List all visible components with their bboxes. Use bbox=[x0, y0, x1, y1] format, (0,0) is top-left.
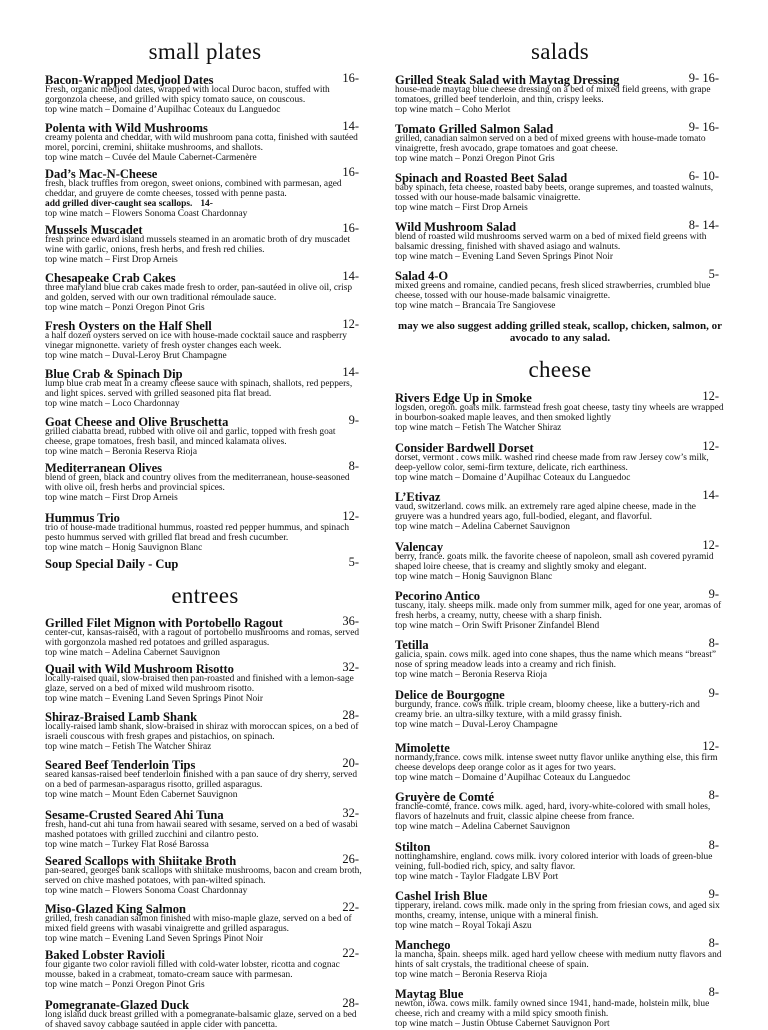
menu-item-description: seared kansas-raised beef tenderloin finished with a pan sauce of dry sherry, served on a bed of parmesan-asparagus risotto, grilled asparagus. bbox=[45, 770, 358, 790]
menu-item-description: creamy polenta and cheddar, with wild mushroom pana cotta, finished with sautéed morel, porcini, cremini, shiitake mushrooms, and shallots. bbox=[45, 133, 358, 153]
menu-item-name: Blue Crab & Spinach Dip bbox=[45, 367, 183, 381]
menu-item bbox=[395, 838, 725, 882]
menu-item-wine-match: top wine match – Mount Eden Cabernet Sauvignon bbox=[45, 790, 238, 800]
menu-item-header bbox=[395, 538, 725, 552]
menu-item-addon bbox=[45, 199, 365, 209]
menu-item bbox=[45, 660, 365, 704]
menu-item-name: Mediterranean Olives bbox=[45, 461, 162, 475]
menu-item-name: Fresh Oysters on the Half Shell bbox=[45, 319, 212, 333]
menu-item-description: fresh prince edward island mussels steamed in an aromatic broth of dry muscadet wine with garlic, onions, fresh herbs, and fresh red chilies. bbox=[45, 235, 351, 255]
menu-item-header bbox=[395, 169, 725, 183]
menu-item-price: 8- bbox=[708, 985, 719, 999]
menu-item-name: Rivers Edge Up in Smoke bbox=[395, 391, 532, 405]
menu-item bbox=[45, 459, 365, 503]
menu-item-name: Chesapeake Crab Cakes bbox=[45, 271, 176, 285]
menu-item-description: a half dozen oysters served on ice with house-made cocktail sauce and raspberry vinegar mignonette. variety of fresh oyster changes each week. bbox=[45, 331, 347, 351]
menu-item-header bbox=[395, 985, 725, 999]
menu-item-name: L’Etivaz bbox=[395, 490, 441, 504]
menu-item-price: 9- bbox=[708, 887, 719, 901]
salad-addon-note: may we also suggest adding grilled steak, scallop, chicken, salmon, or avocado to any salad. bbox=[398, 320, 722, 344]
menu-item bbox=[395, 120, 725, 164]
salads-heading: salads bbox=[530, 39, 589, 64]
menu-item-wine-match: top wine match – Ponzi Oregon Pinot Gris bbox=[395, 154, 555, 164]
menu-item-price: 32- bbox=[342, 806, 359, 820]
menu-item-header bbox=[45, 365, 365, 379]
menu-item bbox=[395, 636, 725, 680]
menu-item-name: Baked Lobster Ravioli bbox=[45, 948, 165, 962]
menu-item-wine-match: top wine match – Domaine d’Aupilhac Coteaux du Languedoc bbox=[45, 105, 281, 115]
menu-item-description: blend of green, black and country olives from the mediterranean, house-seasoned with olive oil, fresh herbs and provincial spices. bbox=[45, 473, 350, 493]
menu-item bbox=[395, 538, 725, 582]
menu-item-wine-match: top wine match – Royal Tokaji Aszu bbox=[395, 921, 532, 931]
menu-item-price: 9- 16- bbox=[688, 120, 719, 134]
menu-item-header bbox=[395, 267, 725, 281]
menu-item-description: tuscany, italy. sheeps milk. made only from summer milk, aged for one year, aromas of fresh herbs, a creamy, nutty, cheese with a sharp finish. bbox=[395, 601, 722, 621]
menu-item-header bbox=[45, 614, 365, 628]
menu-item bbox=[395, 169, 725, 213]
menu-item-description: long island duck breast grilled with a pomegranate-balsamic glaze, served on a bed of shaved savoy cabbage sautéed in apple cider with pancetta. bbox=[45, 1010, 357, 1030]
menu-item-header bbox=[395, 587, 725, 601]
menu-item bbox=[45, 509, 365, 553]
menu-item-header bbox=[45, 660, 365, 674]
menu-item-header bbox=[45, 946, 365, 960]
menu-item-wine-match: top wine match – Evening Land Seven Springs Pinot Noir bbox=[395, 252, 613, 262]
menu-item-wine-match: top wine match – Beronia Reserva Rioja bbox=[395, 970, 548, 980]
menu-item-name: Sesame-Crusted Seared Ahi Tuna bbox=[45, 808, 224, 822]
menu-item bbox=[395, 985, 725, 1029]
menu-item-name: Grilled Steak Salad with Maytag Dressing bbox=[395, 73, 620, 87]
menu-item-description: newton, iowa. cows milk. family owned since 1941, hand-made, holstein milk, blue cheese, rich and creamy with a mild spicy smooth finish. bbox=[395, 999, 710, 1019]
menu-item-price: 12- bbox=[342, 317, 359, 331]
menu-item-description: pan-seared, georges bank scallops with shiitake mushrooms, bacon and cream broth, served on chive mashed potatoes, with pan-wilted spinach. bbox=[45, 866, 362, 886]
menu-item-wine-match: top wine match – Evening Land Seven Springs Pinot Noir bbox=[45, 694, 263, 704]
menu-item-price: 12- bbox=[702, 538, 719, 552]
menu-item bbox=[395, 439, 725, 483]
menu-item-name: Dad’s Mac-N-Cheese bbox=[45, 167, 158, 181]
menu-item-price: 14- bbox=[342, 119, 359, 133]
menu-item-header bbox=[45, 806, 365, 820]
menu-item-name: Consider Bardwell Dorset bbox=[395, 441, 534, 455]
menu-item-wine-match: top wine match – First Drop Arneis bbox=[395, 203, 528, 213]
menu-item-header bbox=[395, 686, 725, 700]
menu-item-price: 14- bbox=[342, 365, 359, 379]
menu-item-wine-match: top wine match – Ponzi Oregon Pinot Gris bbox=[45, 980, 205, 990]
menu-item-price: 26- bbox=[342, 852, 359, 866]
menu-item-price: 14- bbox=[702, 488, 719, 502]
menu-item bbox=[45, 806, 365, 850]
menu-item-price: 14- bbox=[342, 269, 359, 283]
menu-item-price: 9- bbox=[348, 413, 359, 427]
menu-item-wine-match: top wine match – Ponzi Oregon Pinot Gris bbox=[45, 303, 205, 313]
menu-item-description: four gigante two color ravioli filled with cold-water lobster, ricotta and cognac mousse, baked in a crabmeat, tomato-cream sauce with parmesan. bbox=[45, 960, 340, 980]
menu-item-wine-match: top wine match – Duval-Leroy Champagne bbox=[395, 720, 558, 730]
menu-item-name: Hummus Trio bbox=[45, 511, 120, 525]
menu-item-wine-match: top wine match – Honig Sauvignon Blanc bbox=[395, 572, 553, 582]
menu-item-header bbox=[45, 459, 365, 473]
menu-item bbox=[395, 739, 725, 783]
menu-item-description: Fresh, organic medjool dates, wrapped with local Duroc bacon, stuffed with gorgonzola cheese, and grilled with spicy tomato sauce, on couscous. bbox=[45, 85, 330, 105]
menu-item-description: berry, france. goats milk. the favorite cheese of napoleon, small ash covered pyramid shaped loire cheese, that is creamy and slightly smoky and elegant. bbox=[395, 552, 714, 572]
menu-item bbox=[395, 887, 725, 931]
menu-item-header bbox=[45, 71, 365, 85]
menu-item-wine-match: top wine match – Brancaia Tre Sangiovese bbox=[395, 301, 556, 311]
menu-item-description: grilled ciabatta bread, rubbed with olive oil and garlic, topped with fresh goat cheese, grape tomatoes, fresh basil, and minced kalamata olives. bbox=[45, 427, 336, 447]
menu-item-description: franche-comté, france. cows milk. aged, hard, ivory-white-colored with small holes, flavors of hazelnuts and fruit, classic alpine cheese from france. bbox=[395, 802, 711, 822]
menu-item bbox=[395, 936, 725, 980]
menu-item-price: 9- bbox=[708, 587, 719, 601]
menu-item-wine-match: top wine match – Coho Merlot bbox=[395, 105, 511, 115]
menu-item-header bbox=[395, 936, 725, 950]
menu-item-header bbox=[395, 788, 725, 802]
menu-item-price: 8- bbox=[348, 459, 359, 473]
menu-item-price: 22- bbox=[342, 900, 359, 914]
menu-item-description: mixed greens and romaine, candied pecans, fresh sliced strawberries, crumbled blue cheese, tossed with our house-made balsamic vinaigrette. bbox=[395, 281, 711, 301]
menu-item-name: Mimolette bbox=[395, 741, 450, 755]
menu-item bbox=[45, 708, 365, 752]
menu-item-wine-match: top wine match – Adelina Cabernet Sauvignon bbox=[395, 522, 570, 532]
menu-item-description: galicia, spain. cows milk. aged into cone shapes, thus the name which means “breast” nose of spring meadow leads into a creamy and rich finish. bbox=[395, 650, 716, 670]
menu-item-name: Stilton bbox=[395, 840, 431, 854]
menu-item-price: 12- bbox=[702, 739, 719, 753]
menu-item-price: 16- bbox=[342, 165, 359, 179]
menu-item-header bbox=[395, 218, 725, 232]
menu-item-name: Manchego bbox=[395, 938, 451, 952]
menu-item-wine-match: top wine match – Domaine d’Aupilhac Coteaux du Languedoc bbox=[395, 473, 631, 483]
menu-item-name: Pomegranate-Glazed Duck bbox=[45, 998, 190, 1012]
menu-item-header bbox=[45, 996, 365, 1010]
menu-item-wine-match: top wine match – Domaine d’Aupilhac Coteaux du Languedoc bbox=[395, 773, 631, 783]
menu-item-header bbox=[45, 221, 365, 235]
menu-item-addon-price: 14- bbox=[200, 199, 213, 209]
menu-item-name: Gruyère de Comté bbox=[395, 790, 495, 804]
menu-item-name: Delice de Bourgogne bbox=[395, 688, 505, 702]
menu-item-description: baby spinach, feta cheese, roasted baby beets, orange supremes, and toasted walnuts, tossed with our house-made balsamic vinaigrette. bbox=[395, 183, 714, 203]
menu-item-price: 8- bbox=[708, 838, 719, 852]
menu-item-description: dorset, vermont . cows milk. washed rind cheese made from raw Jersey cow’s milk, deep-yellow color, semi-firm texture, delicate, rich earthiness. bbox=[395, 453, 709, 473]
menu-item-name: Bacon-Wrapped Medjool Dates bbox=[45, 73, 214, 87]
menu-item-wine-match: top wine match – Cuvée del Maule Cabernet-Carmenère bbox=[45, 153, 257, 163]
menu-item-price: 8- 14- bbox=[688, 218, 719, 232]
menu-item-header bbox=[395, 887, 725, 901]
menu-item bbox=[395, 267, 725, 311]
menu-item bbox=[45, 119, 365, 163]
menu-item-name: Wild Mushroom Salad bbox=[395, 220, 517, 234]
menu-item bbox=[45, 996, 365, 1030]
menu-item bbox=[395, 686, 725, 730]
menu-item-header bbox=[45, 756, 365, 770]
menu-item-description: grilled, fresh canadian salmon finished with miso-maple glaze, served on a bed of mixed field greens with wasabi vinaigrette and grilled asparagus. bbox=[45, 914, 352, 934]
menu-item-description: tipperary, ireland. cows milk. made only in the spring from friesian cows, and aged six months, creamy, intense, unique with a mineral finish. bbox=[395, 901, 720, 921]
menu-item bbox=[45, 614, 365, 658]
menu-item-price: 16- bbox=[342, 71, 359, 85]
menu-item-addon-text: add grilled diver-caught sea scallops. bbox=[45, 199, 193, 209]
menu-item-name: Pecorino Antico bbox=[395, 589, 481, 603]
menu-item-name: Mussels Muscadet bbox=[45, 223, 143, 237]
menu-item-header bbox=[45, 165, 365, 179]
menu-item-price: 28- bbox=[342, 996, 359, 1010]
menu-item-header bbox=[45, 269, 365, 283]
menu-item-wine-match: top wine match – First Drop Arneis bbox=[45, 255, 178, 265]
menu-item-wine-match: top wine match – Honig Sauvignon Blanc bbox=[45, 543, 203, 553]
menu-item-price: 12- bbox=[702, 389, 719, 403]
menu-item-name: Grilled Filet Mignon with Portobello Ragout bbox=[45, 616, 283, 630]
menu-item-wine-match: top wine match – Fetish The Watcher Shiraz bbox=[45, 742, 212, 752]
menu-item bbox=[45, 269, 365, 313]
menu-item-header bbox=[45, 555, 365, 569]
menu-item-name: Cashel Irish Blue bbox=[395, 889, 488, 903]
menu-item-wine-match: top wine match – Duval-Leroy Brut Champagne bbox=[45, 351, 227, 361]
menu-item-name: Salad 4-O bbox=[395, 269, 449, 283]
cheese-heading: cheese bbox=[528, 357, 592, 382]
menu-item-description: house-made maytag blue cheese dressing on a bed of mixed field greens, with grape tomatoes, grilled beef tenderloin, and thin, crispy leeks. bbox=[395, 85, 711, 105]
menu-item bbox=[45, 317, 365, 361]
menu-item bbox=[395, 587, 725, 631]
menu-item bbox=[395, 788, 725, 832]
menu-item-name: Shiraz-Braised Lamb Shank bbox=[45, 710, 198, 724]
menu-item-header bbox=[395, 636, 725, 650]
menu-item-wine-match: top wine match – Turkey Flat Rosé Barossa bbox=[45, 840, 209, 850]
menu-item-description: vaud, switzerland. cows milk. an extremely rare aged alpine cheese, made in the gruyere was a hundred years ago, full-bodied, elegant, and flavorful. bbox=[395, 502, 696, 522]
menu-item bbox=[45, 900, 365, 944]
menu-item-header bbox=[45, 852, 365, 866]
small-plates-heading: small plates bbox=[148, 39, 262, 64]
menu-item-name: Goat Cheese and Olive Bruschetta bbox=[45, 415, 229, 429]
menu-item-name: Maytag Blue bbox=[395, 987, 464, 1001]
menu-item-name: Spinach and Roasted Beet Salad bbox=[395, 171, 568, 185]
menu-item-header bbox=[395, 838, 725, 852]
menu-item-header bbox=[45, 900, 365, 914]
menu-item-description: center-cut, kansas-raised, with a ragout of portobello mushrooms and romas, served with gorgonzola mashed red potatoes and grilled asparagus. bbox=[45, 628, 360, 648]
menu-item bbox=[45, 852, 365, 896]
menu-item-header bbox=[395, 120, 725, 134]
menu-item bbox=[395, 488, 725, 532]
menu-item-header bbox=[45, 317, 365, 331]
menu-item-header bbox=[395, 389, 725, 403]
menu-item-wine-match: top wine match – Loco Chardonnay bbox=[45, 399, 180, 409]
menu-item-description: locally-raised lamb shank, slow-braised in shiraz with moroccan spices, on a bed of israeli couscous with fresh grapes and pistachios, on spinach. bbox=[45, 722, 359, 742]
menu-item bbox=[45, 413, 365, 457]
menu-item bbox=[45, 165, 365, 219]
menu-item-description: trio of house-made traditional hummus, roasted red pepper hummus, and spinach pesto hummus served with grilled flat bread and fresh cucumber. bbox=[45, 523, 350, 543]
menu-item bbox=[45, 555, 365, 569]
menu-item-header bbox=[45, 509, 365, 523]
menu-item-description: three maryland blue crab cakes made fresh to order, pan-sautéed in olive oil, crisp and golden, served with our own traditional rémoulade sauce. bbox=[45, 283, 353, 303]
menu-item-description: la mancha, spain. sheeps milk. aged hard yellow cheese with medium nutty flavors and hints of salt crystals, the traditional cheese of spain. bbox=[395, 950, 722, 970]
menu-item-wine-match: top wine match – Justin Obtuse Cabernet Sauvignon Port bbox=[395, 1019, 610, 1029]
menu-item-price: 6- 10- bbox=[688, 169, 719, 183]
menu-item-wine-match: top wine match – Adelina Cabernet Sauvignon bbox=[395, 822, 570, 832]
menu-item bbox=[45, 365, 365, 409]
menu-item-wine-match: top wine match – Evening Land Seven Springs Pinot Noir bbox=[45, 934, 263, 944]
menu-item-header bbox=[395, 488, 725, 502]
menu-item-wine-match: top wine match – Fetish The Watcher Shiraz bbox=[395, 423, 562, 433]
menu-item-price: 20- bbox=[342, 756, 359, 770]
menu-item-price: 8- bbox=[708, 788, 719, 802]
menu-item-header bbox=[395, 71, 725, 85]
menu-item-price: 12- bbox=[702, 439, 719, 453]
menu-item bbox=[395, 389, 725, 433]
menu-item-description: logsden, oregon. goats milk. farmstead fresh goat cheese, tasty tiny wheels are wrapped in bourbon-soaked maple leaves, and then smoked lightly bbox=[395, 403, 724, 423]
menu-item bbox=[45, 221, 365, 265]
menu-item-description: fresh, black truffles from oregon, sweet onions, combined with parmesan, aged cheddar, and gruyere de comte cheeses, tossed with penne pasta. bbox=[45, 179, 342, 199]
menu-item-wine-match: top wine match – Beronia Reserva Rioja bbox=[395, 670, 548, 680]
menu-item-header bbox=[395, 439, 725, 453]
menu-item-price: 12- bbox=[342, 509, 359, 523]
menu-item bbox=[395, 218, 725, 262]
menu-item-header bbox=[395, 739, 725, 753]
menu-item-price: 8- bbox=[708, 636, 719, 650]
menu-item-wine-match: top wine match - Taylor Fladgate LBV Port bbox=[395, 872, 559, 882]
menu-item bbox=[45, 71, 365, 115]
menu-item-name: Tetilla bbox=[395, 638, 429, 652]
menu-item-price: 5- bbox=[348, 555, 359, 569]
menu-item-price: 16- bbox=[342, 221, 359, 235]
menu-item-price: 9- 16- bbox=[688, 71, 719, 85]
menu-item-description: lump blue crab meat in a creamy cheese sauce with spinach, shallots, red peppers, and light spices. served with grilled seasoned pita flat bread. bbox=[45, 379, 353, 399]
menu-item-price: 22- bbox=[342, 946, 359, 960]
menu-item-name: Soup Special Daily - Cup bbox=[45, 557, 179, 571]
menu-item bbox=[45, 946, 365, 990]
menu-item-name: Valencay bbox=[395, 540, 444, 554]
menu-item-wine-match: top wine match – Adelina Cabernet Sauvignon bbox=[45, 648, 220, 658]
menu-item bbox=[395, 71, 725, 115]
menu-item-name: Miso-Glazed King Salmon bbox=[45, 902, 186, 916]
menu-item-price: 32- bbox=[342, 660, 359, 674]
menu-item-wine-match: top wine match – Flowers Sonoma Coast Chardonnay bbox=[45, 886, 248, 896]
menu-item-description: locally-raised quail, slow-braised then pan-roasted and finished with a lemon-sage glaze, served on a bed of mixed wild mushroom risotto. bbox=[45, 674, 354, 694]
menu-item-name: Polenta with Wild Mushrooms bbox=[45, 121, 208, 135]
entrees-heading: entrees bbox=[171, 583, 239, 608]
menu-item-description: nottinghamshire, england. cows milk. ivory colored interior with loads of green-blue veining, full-bodied rich, spicy, and salty flavor. bbox=[395, 852, 713, 872]
menu-item-price: 8- bbox=[708, 936, 719, 950]
menu-item-price: 28- bbox=[342, 708, 359, 722]
menu-item-wine-match: top wine match – Beronia Reserva Rioja bbox=[45, 447, 198, 457]
menu-item-name: Seared Scallops with Shiitake Broth bbox=[45, 854, 237, 868]
menu-item-name: Tomato Grilled Salmon Salad bbox=[395, 122, 554, 136]
menu-item-description: fresh, hand-cut ahi tuna from hawaii seared with sesame, served on a bed of wasabi mashed potatoes with grilled zucchini and cilantro pesto. bbox=[45, 820, 358, 840]
menu-item-description: blend of roasted wild mushrooms served warm on a bed of mixed field greens with balsamic dressing, finished with shaved asiago and walnuts. bbox=[395, 232, 707, 252]
menu-item-price: 5- bbox=[708, 267, 719, 281]
menu-item bbox=[45, 756, 365, 800]
menu-item-name: Quail with Wild Mushroom Risotto bbox=[45, 662, 234, 676]
menu-item-header bbox=[45, 708, 365, 722]
menu-item-name: Seared Beef Tenderloin Tips bbox=[45, 758, 196, 772]
menu-item-header bbox=[45, 413, 365, 427]
menu-item-description: normandy,france. cows milk. intense sweet nutty flavor unlike anything else, this firm cheese develops deep orange color as it ages for two years. bbox=[395, 753, 718, 773]
menu-item-wine-match: top wine match – Flowers Sonoma Coast Chardonnay bbox=[45, 209, 248, 219]
menu-item-wine-match: top wine match – First Drop Arneis bbox=[45, 493, 178, 503]
menu-item-wine-match: top wine match – Orin Swift Prisoner Zinfandel Blend bbox=[395, 621, 600, 631]
menu-item-price: 36- bbox=[342, 614, 359, 628]
menu-item-description: grilled, canadian salmon served on a bed of mixed greens with house-made tomato vinaigrette, fresh avocado, grape tomatoes and goat cheese. bbox=[395, 134, 706, 154]
menu-item-description: burgundy, france. cows milk. triple cream, bloomy cheese, like a buttery-rich and creamy brie. an ultra-silky texture, with a mild grassy finish. bbox=[395, 700, 700, 720]
menu-item-header bbox=[45, 119, 365, 133]
menu-item-price: 9- bbox=[708, 686, 719, 700]
